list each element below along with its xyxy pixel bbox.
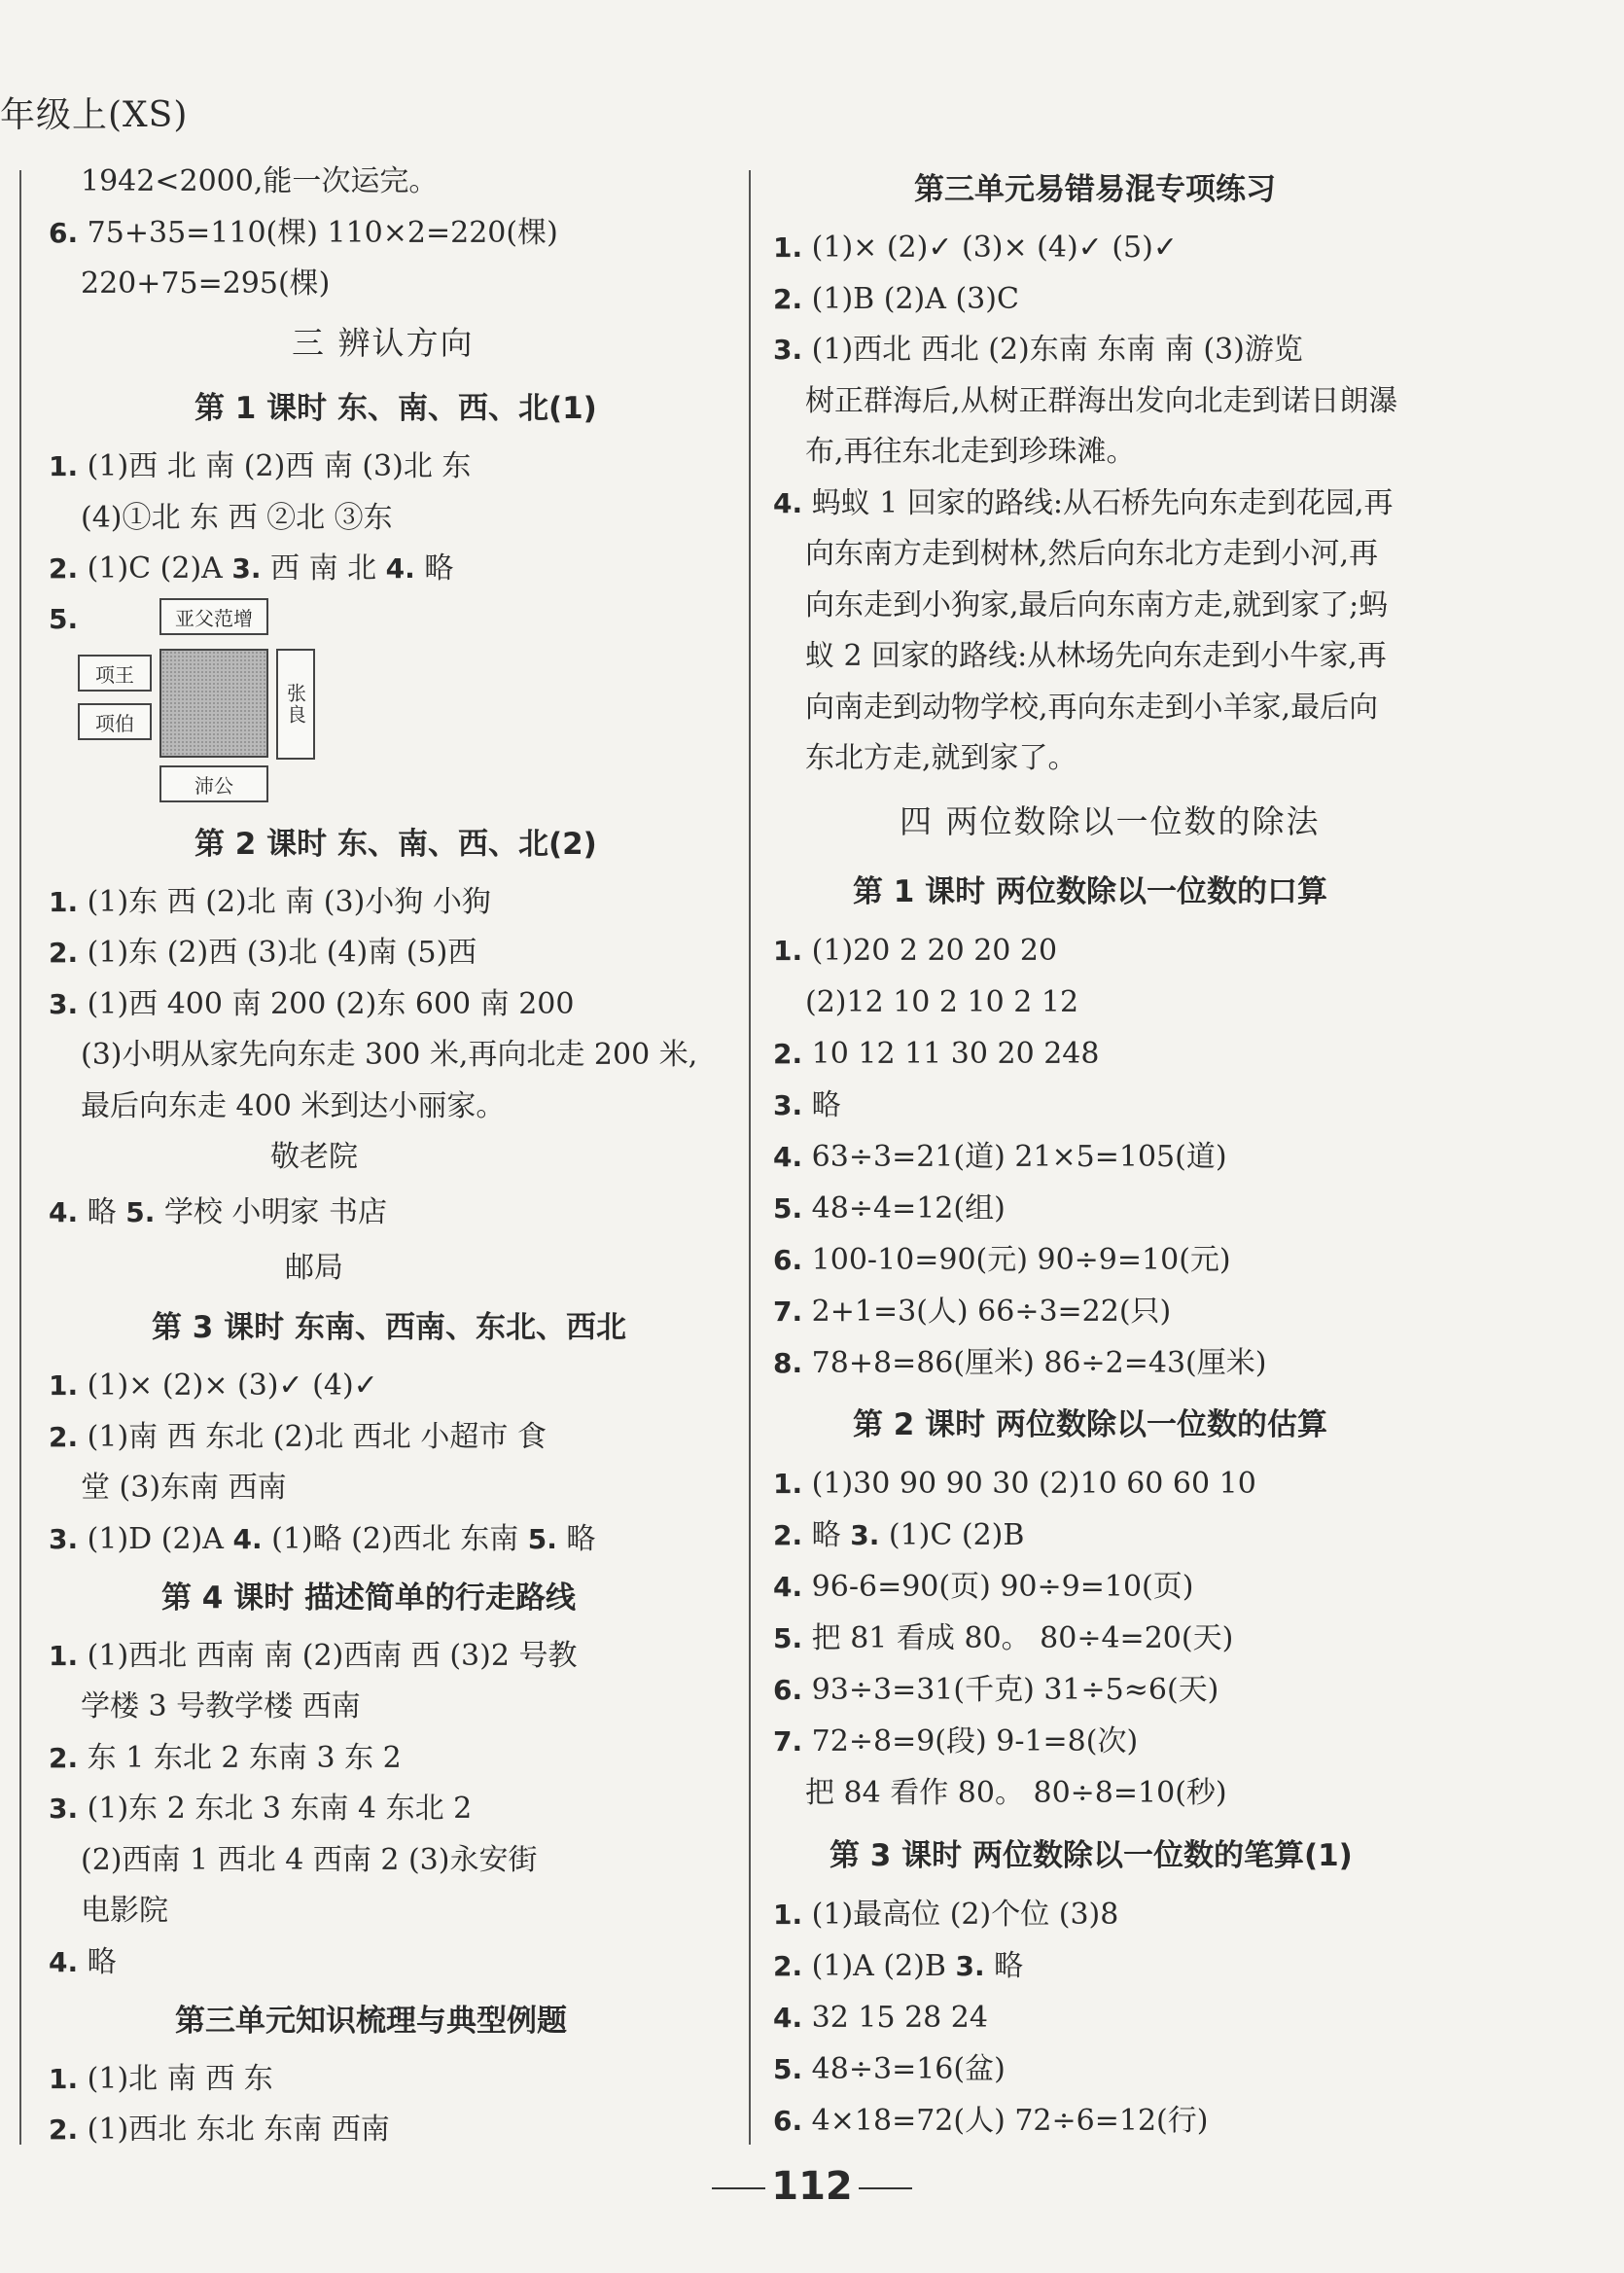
map-label-bottom: 邮局 — [285, 1251, 343, 1285]
answer-1: 1. (1)20 2 20 20 20 — [773, 934, 1058, 968]
answer-line: 蚁 2 回家的路线:从林场先向东走到小牛家,再 — [805, 639, 1387, 673]
lesson-heading: 第 3 课时 两位数除以一位数的笔算(1) — [830, 1838, 1353, 1873]
answer-6: 6. 100-10=90(元) 90÷9=10(元) — [773, 1243, 1231, 1277]
column-divider — [749, 170, 751, 2145]
answer-line: (2)西南 1 西北 4 西南 2 (3)永安街 — [81, 1843, 538, 1877]
answer-2: 2. (1)东 (2)西 (3)北 (4)南 (5)西 — [49, 936, 477, 970]
answer-1: 1. (1)最高位 (2)个位 (3)8 — [773, 1898, 1119, 1932]
answer-1: 1. (1)北 南 西 东 — [49, 2062, 273, 2096]
answer-line: 电影院 — [81, 1894, 168, 1928]
lesson-heading: 第 1 课时 两位数除以一位数的口算 — [853, 874, 1327, 909]
answer-7: 7. 2+1=3(人) 66÷3=22(只) — [773, 1295, 1172, 1329]
answer-1: 1. (1)× (2)✓ (3)× (4)✓ (5)✓ — [773, 231, 1178, 265]
label-left-1: 项王 — [78, 655, 152, 692]
lesson-heading: 第 2 课时 东、南、西、北(2) — [194, 827, 597, 862]
answer-line: 堂 (3)东南 西南 — [81, 1471, 287, 1505]
answer-2: 2. (1)B (2)A (3)C — [773, 282, 1019, 316]
answer-7: 7. 72÷8=9(段) 9-1=8(次) — [773, 1724, 1139, 1758]
answer-6: 6. 75+35=110(棵) 110×2=220(棵) — [49, 216, 558, 250]
answer-4-5: 4. 略 5. 学校 小明家 书店 — [49, 1195, 387, 1229]
lesson-heading: 第 1 课时 东、南、西、北(1) — [194, 391, 597, 426]
answer-2: 2. 10 12 11 30 20 248 — [773, 1037, 1100, 1071]
answer-1: 1. (1)西北 西南 南 (2)西南 西 (3)2 号教 — [49, 1639, 578, 1673]
section-heading: 第三单元易错易混专项练习 — [914, 172, 1276, 207]
answer-4: 4. 蚂蚁 1 回家的路线:从石桥先向东走到花园,再 — [773, 486, 1394, 520]
map-label-top: 敬老院 — [270, 1140, 358, 1174]
answer-2-3: 2. 略 3. (1)C (2)B — [773, 1518, 1025, 1552]
answer-5: 5. — [49, 603, 79, 635]
answer-line: 220+75=295(棵) — [81, 266, 331, 301]
answer-line: 向东南方走到树林,然后向东北方走到小河,再 — [805, 537, 1379, 571]
label-left-2: 项伯 — [78, 703, 152, 740]
right-column — [773, 0, 1473, 2273]
answer-2: 2. (1)西北 东北 东南 西南 — [49, 2113, 390, 2147]
answer-line: (3)小明从家先向东走 300 米,再向北走 200 米, — [81, 1038, 698, 1072]
label-top: 亚父范增 — [159, 598, 268, 635]
unit-heading: 四 两位数除以一位数的除法 — [900, 802, 1321, 840]
answer-3-4-5: 3. (1)D (2)A 4. (1)略 (2)西北 东南 5. 略 — [49, 1522, 596, 1556]
answer-line: 东北方走,就到家了。 — [805, 741, 1077, 775]
section-heading: 第三单元知识梳理与典型例题 — [175, 2004, 567, 2039]
answer-3: 3. (1)西 400 南 200 (2)东 600 南 200 — [49, 987, 575, 1021]
answer-line: 布,再往东北走到珍珠滩。 — [805, 435, 1136, 469]
answer-4: 4. 32 15 28 24 — [773, 2001, 988, 2035]
answer-5: 5. 把 81 看成 80。 80÷4=20(天) — [773, 1621, 1234, 1655]
answer-line: 把 84 看作 80。 80÷8=10(秒) — [805, 1776, 1227, 1810]
answer-3: 3. (1)西北 西北 (2)东南 东南 南 (3)游览 — [773, 333, 1303, 367]
left-column-lower — [49, 0, 729, 2273]
answer-line: (4)①北 东 西 ②北 ③东 — [81, 501, 393, 535]
answer-line: 最后向东走 400 米到达小丽家。 — [81, 1089, 506, 1123]
answer-5: 5. 48÷4=12(组) — [773, 1191, 1006, 1225]
answer-4: 4. 96-6=90(页) 90÷9=10(页) — [773, 1570, 1194, 1604]
answer-6: 6. 93÷3=31(千克) 31÷5≈6(天) — [773, 1673, 1219, 1707]
left-margin-rule — [19, 170, 21, 2145]
unit-heading: 三 辨认方向 — [292, 324, 475, 362]
answer-line: 1942<2000,能一次运完。 — [81, 164, 439, 198]
answer-2: 2. (1)南 西 东北 (2)北 西北 小超市 食 — [49, 1420, 547, 1454]
label-bottom: 沛公 — [159, 765, 268, 802]
page-number-dash-left — [712, 2187, 765, 2189]
answer-1: 1. (1)30 90 90 30 (2)10 60 60 10 — [773, 1467, 1256, 1501]
answer-1: 1. (1)西 北 南 (2)西 南 (3)北 东 — [49, 449, 472, 483]
answer-2-3: 2. (1)A (2)B 3. 略 — [773, 1949, 1024, 1983]
answer-line: 树正群海后,从树正群海出发向北走到诺日朗瀑 — [805, 384, 1398, 418]
lesson-heading: 第 3 课时 东南、西南、东北、西北 — [152, 1310, 626, 1345]
answer-line: 学楼 3 号教学楼 西南 — [81, 1689, 361, 1723]
answer-line: (2)12 10 2 10 2 12 — [805, 985, 1079, 1019]
label-right: 张良 — [276, 649, 315, 760]
answer-2-3-4: 2. (1)C (2)A 3. 西 南 北 4. 略 — [49, 551, 454, 586]
page-header: 年级上(XS) — [0, 95, 189, 135]
answer-4: 4. 略 — [49, 1945, 117, 1979]
page-number-dash-right — [859, 2187, 912, 2189]
answer-1: 1. (1)× (2)× (3)✓ (4)✓ — [49, 1368, 378, 1403]
answer-line: 向南走到动物学校,再向东走到小羊家,最后向 — [805, 691, 1379, 725]
page-number: 112 — [0, 2164, 1624, 2209]
answer-line: 向东走到小狗家,最后向东南方走,就到家了;蚂 — [805, 588, 1389, 622]
answer-8: 8. 78+8=86(厘米) 86÷2=43(厘米) — [773, 1346, 1267, 1380]
answer-2: 2. 东 1 东北 2 东南 3 东 2 — [49, 1741, 402, 1775]
answer-4: 4. 63÷3=21(道) 21×5=105(道) — [773, 1140, 1227, 1174]
answer-5: 5. 48÷3=16(盆) — [773, 2052, 1006, 2086]
lesson-heading: 第 4 课时 描述简单的行走路线 — [161, 1580, 576, 1616]
answer-3: 3. (1)东 2 东北 3 东南 4 东北 2 — [49, 1792, 473, 1826]
answer-3: 3. 略 — [773, 1088, 841, 1122]
answer-1: 1. (1)东 西 (2)北 南 (3)小狗 小狗 — [49, 885, 491, 919]
answer-6: 6. 4×18=72(人) 72÷6=12(行) — [773, 2104, 1209, 2138]
lesson-heading: 第 2 课时 两位数除以一位数的估算 — [853, 1407, 1327, 1442]
